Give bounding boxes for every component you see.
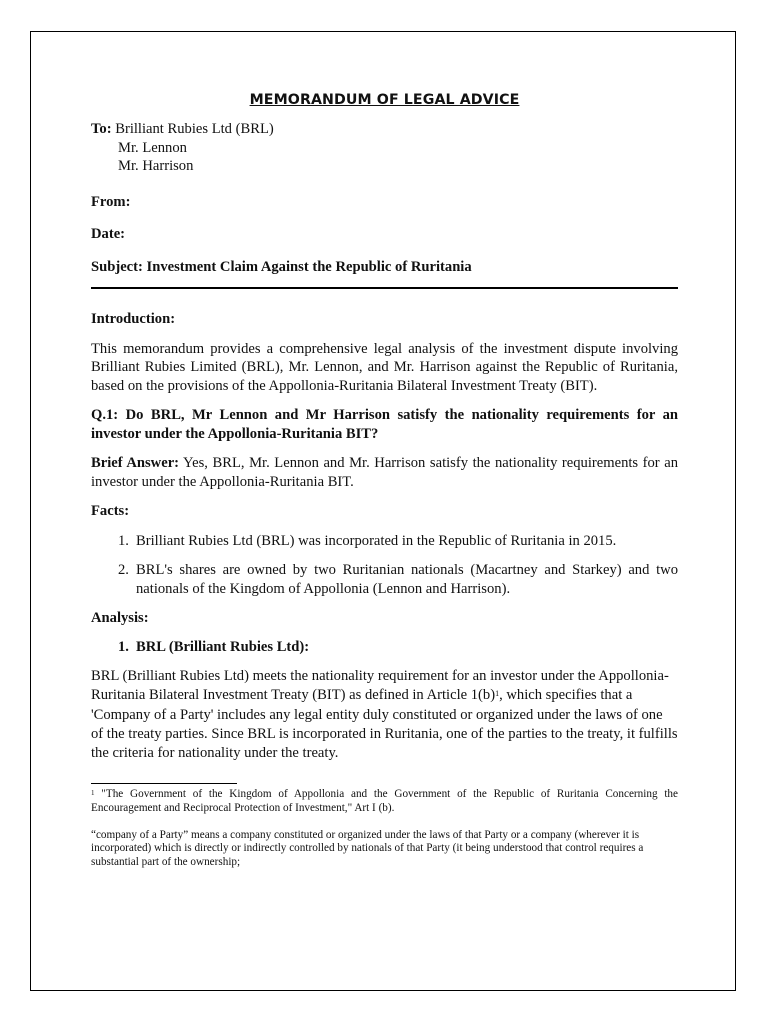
memo-title: MEMORANDUM OF LEGAL ADVICE (249, 92, 520, 108)
to-recipient-3: Mr. Harrison (118, 158, 194, 174)
analysis-subheading-text: BRL (Brilliant Rubies Ltd): (136, 638, 310, 655)
to-block (91, 120, 678, 176)
footnote-divider (91, 783, 237, 784)
subject-line: Subject: Investment Claim Against the Republic of Ruritania (91, 258, 472, 275)
memo-content (91, 92, 678, 869)
list-number: 2. (118, 562, 129, 578)
footnote-1 (91, 788, 678, 815)
analysis-text-part2: , which specifies that a 'Company of a Party' includes any legal entity duly constituted or organized under the laws of one of the treaty parties. Since BRL is incorporated in Ruritania, one of the parties to the treaty, it fulfills the criteria for nationality under the treaty. (91, 687, 678, 762)
date-field: Date: (91, 226, 126, 242)
to-label: To: (91, 121, 112, 137)
to-line-1 (91, 120, 678, 139)
list-text: BRL's shares are owned by two Ruritanian nationals (Macartney and Starkey) and two nationals of the Kingdom of Appollonia (Lennon and Harrison). (136, 562, 678, 597)
document-page (30, 31, 736, 991)
analysis-text-part1: BRL (Brilliant Rubies Ltd) meets the nationality requirement for an investor under the Appollonia-Ruritania Bilateral Investment Treaty (BIT) as defined in Article 1(b) (91, 668, 669, 704)
facts-heading: Facts: (91, 503, 130, 519)
analysis-paragraph (91, 667, 678, 763)
brief-answer-label: Brief Answer: (91, 455, 180, 471)
analysis-subheading (91, 638, 678, 657)
to-recipient-1: Brilliant Rubies Ltd (BRL) (115, 121, 274, 137)
list-number: 1. (118, 532, 129, 549)
from-field: From: (91, 193, 131, 210)
footnote-1-text: "The Government of the Kingdom of Appollonia and the Government of the Republic of Ruritania Concerning the Encouragement and Reciprocal Protection of Investment," Art I (b). (91, 788, 678, 814)
footnote-mark: 1 (91, 789, 95, 798)
brief-answer-text: Yes, BRL, Mr. Lennon and Mr. Harrison satisfy the nationality requirements for an investor under the Appollonia-Ruritania BIT. (91, 455, 678, 490)
analysis-heading: Analysis: (91, 610, 149, 626)
intro-paragraph: This memorandum provides a comprehensive legal analysis of the investment dispute involving Brilliant Rubies Limited (BRL), Mr. Lennon, and Mr. Harrison against the Republic of Ruritania, based on the provisions of the Appollonia-Ruritania Bilateral Investment Treaty (BIT). (91, 340, 678, 394)
header-divider (91, 287, 678, 289)
brief-answer (91, 454, 678, 491)
intro-heading: Introduction: (91, 311, 176, 327)
analysis-list (91, 638, 678, 657)
list-item (91, 532, 678, 551)
footnote-2: “company of a Party” means a company constituted or organized under the laws of that Party or a company (wherever it is incorporated) which is directly or indirectly controlled by nationals of that Party (it being understood that control requires a substantial part of the ownership; (91, 829, 644, 868)
list-item (91, 561, 678, 598)
footnote-reference: 1 (495, 689, 500, 699)
facts-list (91, 532, 678, 599)
question-1: Q.1: Do BRL, Mr Lennon and Mr Harrison satisfy the nationality requirements for an investor under the Appollonia-Ruritania BIT? (91, 407, 678, 442)
to-recipient-2: Mr. Lennon (118, 139, 187, 156)
list-text: Brilliant Rubies Ltd (BRL) was incorporated in the Republic of Ruritania in 2015. (136, 532, 617, 549)
list-number: 1. (118, 638, 129, 655)
